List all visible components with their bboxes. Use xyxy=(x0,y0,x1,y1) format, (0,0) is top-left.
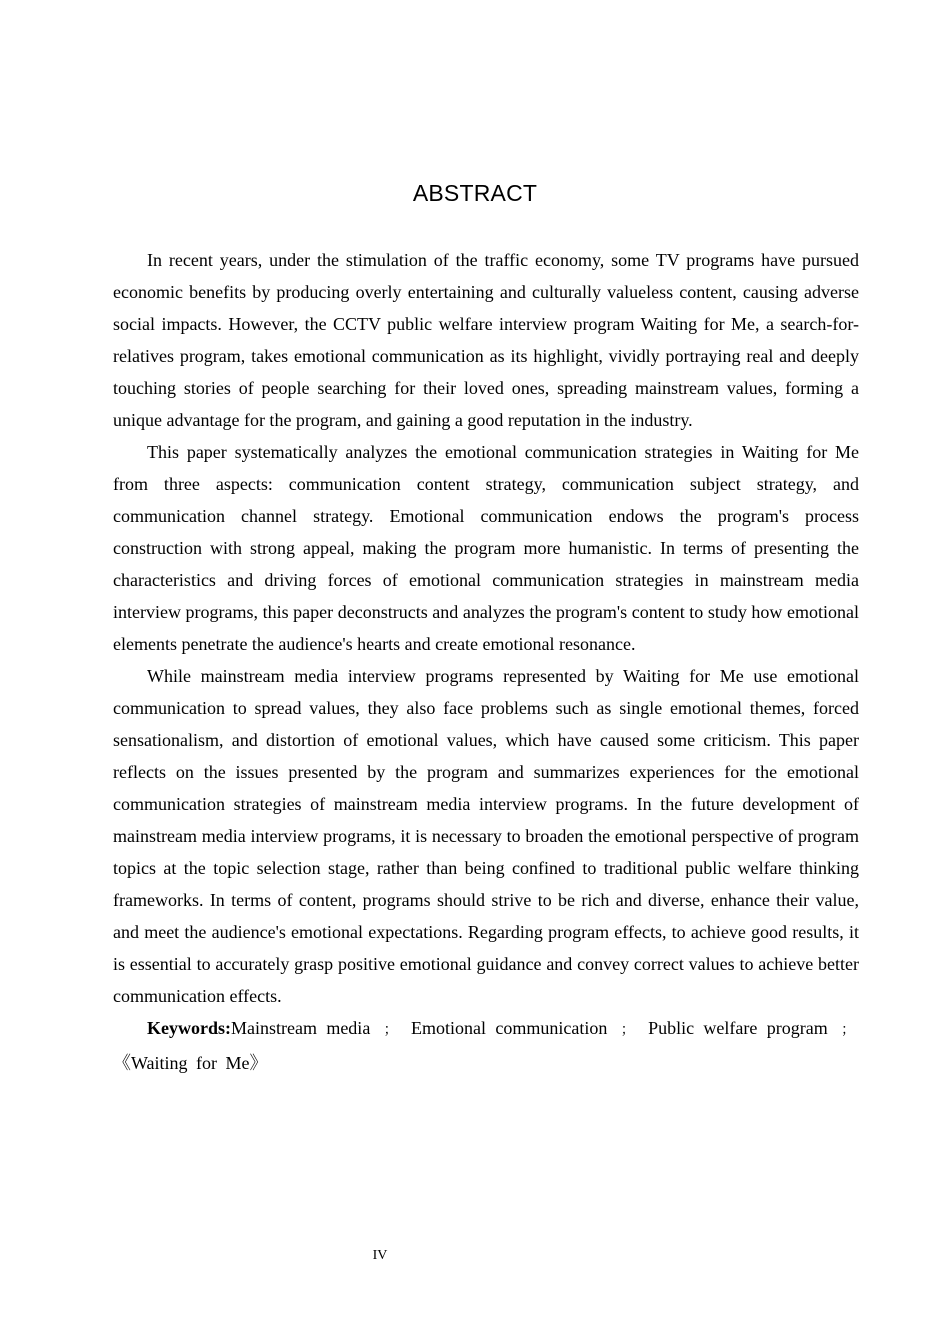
keyword-item: 《Waiting for Me》 xyxy=(113,1053,268,1073)
abstract-heading: ABSTRACT xyxy=(412,180,538,206)
abstract-paragraph-3: While mainstream media interview programs represented by Waiting for Me use emotional communication to spread values, they also face problems such as single emotional themes, forced sensationalism, and distortion of emotional values, which have caused some criticism. This paper reflects on the issues presented by the program and summarizes experiences for the emotional communication strategies of mainstream media interview programs. In the future development of mainstream media interview programs, it is necessary to broaden the emotional perspective of program topics at the topic selection stage, rather than being confined to traditional public welfare thinking frameworks. In terms of content, programs should strive to be rich and diverse, enhance their value, and meet the audience's emotional expectations. Regarding program effects, to achieve good results, it is essential to accurately grasp positive emotional guidance and convey correct values to achieve better communication effects. xyxy=(113,666,859,1006)
keyword-item: Mainstream media xyxy=(231,1018,371,1038)
abstract-paragraph-1: In recent years, under the stimulation of the traffic economy, some TV programs have pursued economic benefits by producing overly entertaining and culturally valueless content, causing adverse social impacts. However, the CCTV public welfare interview program Waiting for Me, a search-for-relatives program, takes emotional communication as its highlight, vividly portraying real and deeply touching stories of people searching for their loved ones, spreading mainstream values, forming a unique advantage for the program, and gaining a good reputation in the industry. xyxy=(113,250,859,430)
keyword-item: Emotional communication xyxy=(411,1018,608,1038)
keyword-separator: ； xyxy=(620,1023,635,1038)
keyword-separator: ； xyxy=(841,1023,856,1038)
keyword-separator: ； xyxy=(383,1023,398,1038)
keywords-label: Keywords: xyxy=(147,1018,231,1038)
keywords-line xyxy=(113,1012,859,1079)
page-number: IV xyxy=(372,1248,388,1263)
abstract-paragraph-2: This paper systematically analyzes the emotional communication strategies in Waiting for Me from three aspects: communication content strategy, communication subject strategy, and communication channel strategy. Emotional communication endows the program's process construction with strong appeal, making the program more humanistic. In terms of presenting the characteristics and driving forces of emotional communication strategies in mainstream media interview programs, this paper deconstructs and analyzes the program's content to study how emotional elements penetrate the audience's hearts and create emotional resonance. xyxy=(113,442,859,654)
abstract-body xyxy=(113,244,859,1079)
keyword-item: Public welfare program xyxy=(648,1018,828,1038)
